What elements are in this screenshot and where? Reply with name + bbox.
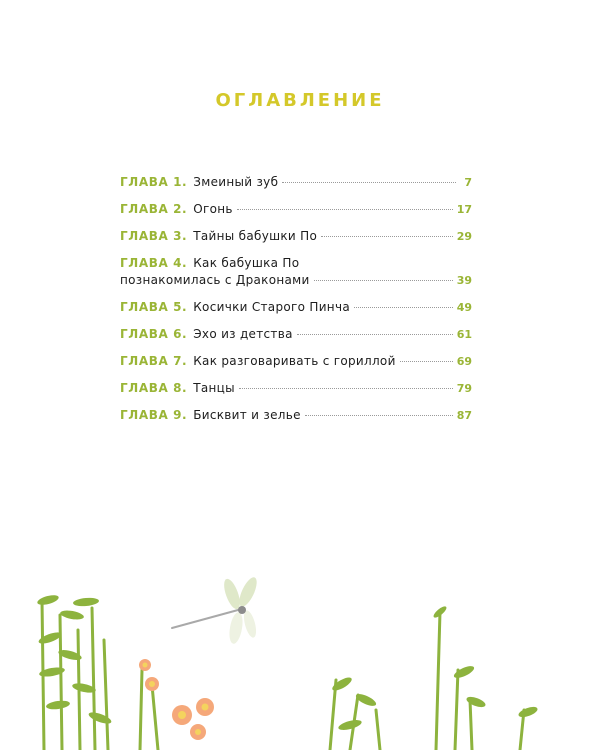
dragonfly-icon xyxy=(172,575,260,645)
page-number: 49 xyxy=(456,301,472,314)
chapter-title: Как разговаривать с гориллой xyxy=(193,354,396,368)
meadow-illustration xyxy=(0,560,600,750)
page-number: 7 xyxy=(464,176,472,189)
dot-leader xyxy=(239,388,453,389)
chapter-label: ГЛАВА 1. xyxy=(120,175,188,189)
dot-leader xyxy=(354,307,453,308)
chapter-label: ГЛАВА 6. xyxy=(120,327,188,341)
chapter-label: ГЛАВА 2. xyxy=(120,202,188,216)
dot-leader xyxy=(297,334,453,335)
chapter-label: ГЛАВА 4. xyxy=(120,256,188,270)
toc-entry-1[interactable] xyxy=(120,174,472,191)
toc-heading: ОГЛАВЛЕНИЕ xyxy=(215,90,385,111)
chapter-title: Косички Старого Пинча xyxy=(193,300,350,314)
page-number: 61 xyxy=(456,328,472,341)
chapter-title: Танцы xyxy=(193,381,235,395)
toc-entry-8[interactable] xyxy=(120,380,472,397)
chapter-title: Как бабушка По xyxy=(193,256,300,270)
chapter-title: Тайны бабушки По xyxy=(193,229,318,243)
dot-leader xyxy=(305,415,453,416)
page-number: 69 xyxy=(456,355,472,368)
toc-entry-6[interactable] xyxy=(120,326,472,343)
dot-leader xyxy=(321,236,453,237)
grass-leaves xyxy=(36,593,538,732)
chapter-label: ГЛАВА 5. xyxy=(120,300,188,314)
chapter-label: ГЛАВА 7. xyxy=(120,354,188,368)
chapter-title: Эхо из детства xyxy=(193,327,293,341)
page-number: 17 xyxy=(456,203,472,216)
toc-entry-4[interactable] xyxy=(120,255,472,289)
chapter-title-continued: познакомилась с Драконами xyxy=(120,273,310,287)
toc-entry-5[interactable] xyxy=(120,299,472,316)
dot-leader xyxy=(282,182,456,183)
flowers xyxy=(139,659,214,740)
dot-leader xyxy=(314,280,453,281)
toc-list xyxy=(120,174,472,434)
chapter-title: Бисквит и зелье xyxy=(193,408,301,422)
chapter-label: ГЛАВА 3. xyxy=(120,229,188,243)
chapter-title: Огонь xyxy=(193,202,233,216)
toc-entry-7[interactable] xyxy=(120,353,472,370)
toc-entry-3[interactable] xyxy=(120,228,472,245)
page-number: 39 xyxy=(456,274,472,287)
dot-leader xyxy=(400,361,453,362)
page-number: 79 xyxy=(456,382,472,395)
chapter-title: Змеиный зуб xyxy=(193,175,279,189)
toc-entry-9[interactable] xyxy=(120,407,472,424)
chapter-label: ГЛАВА 9. xyxy=(120,408,188,422)
toc-entry-2[interactable] xyxy=(120,201,472,218)
page-number: 29 xyxy=(456,230,472,243)
chapter-label: ГЛАВА 8. xyxy=(120,381,188,395)
grass-stems xyxy=(42,600,524,750)
dot-leader xyxy=(237,209,453,210)
page-number: 87 xyxy=(456,409,472,422)
